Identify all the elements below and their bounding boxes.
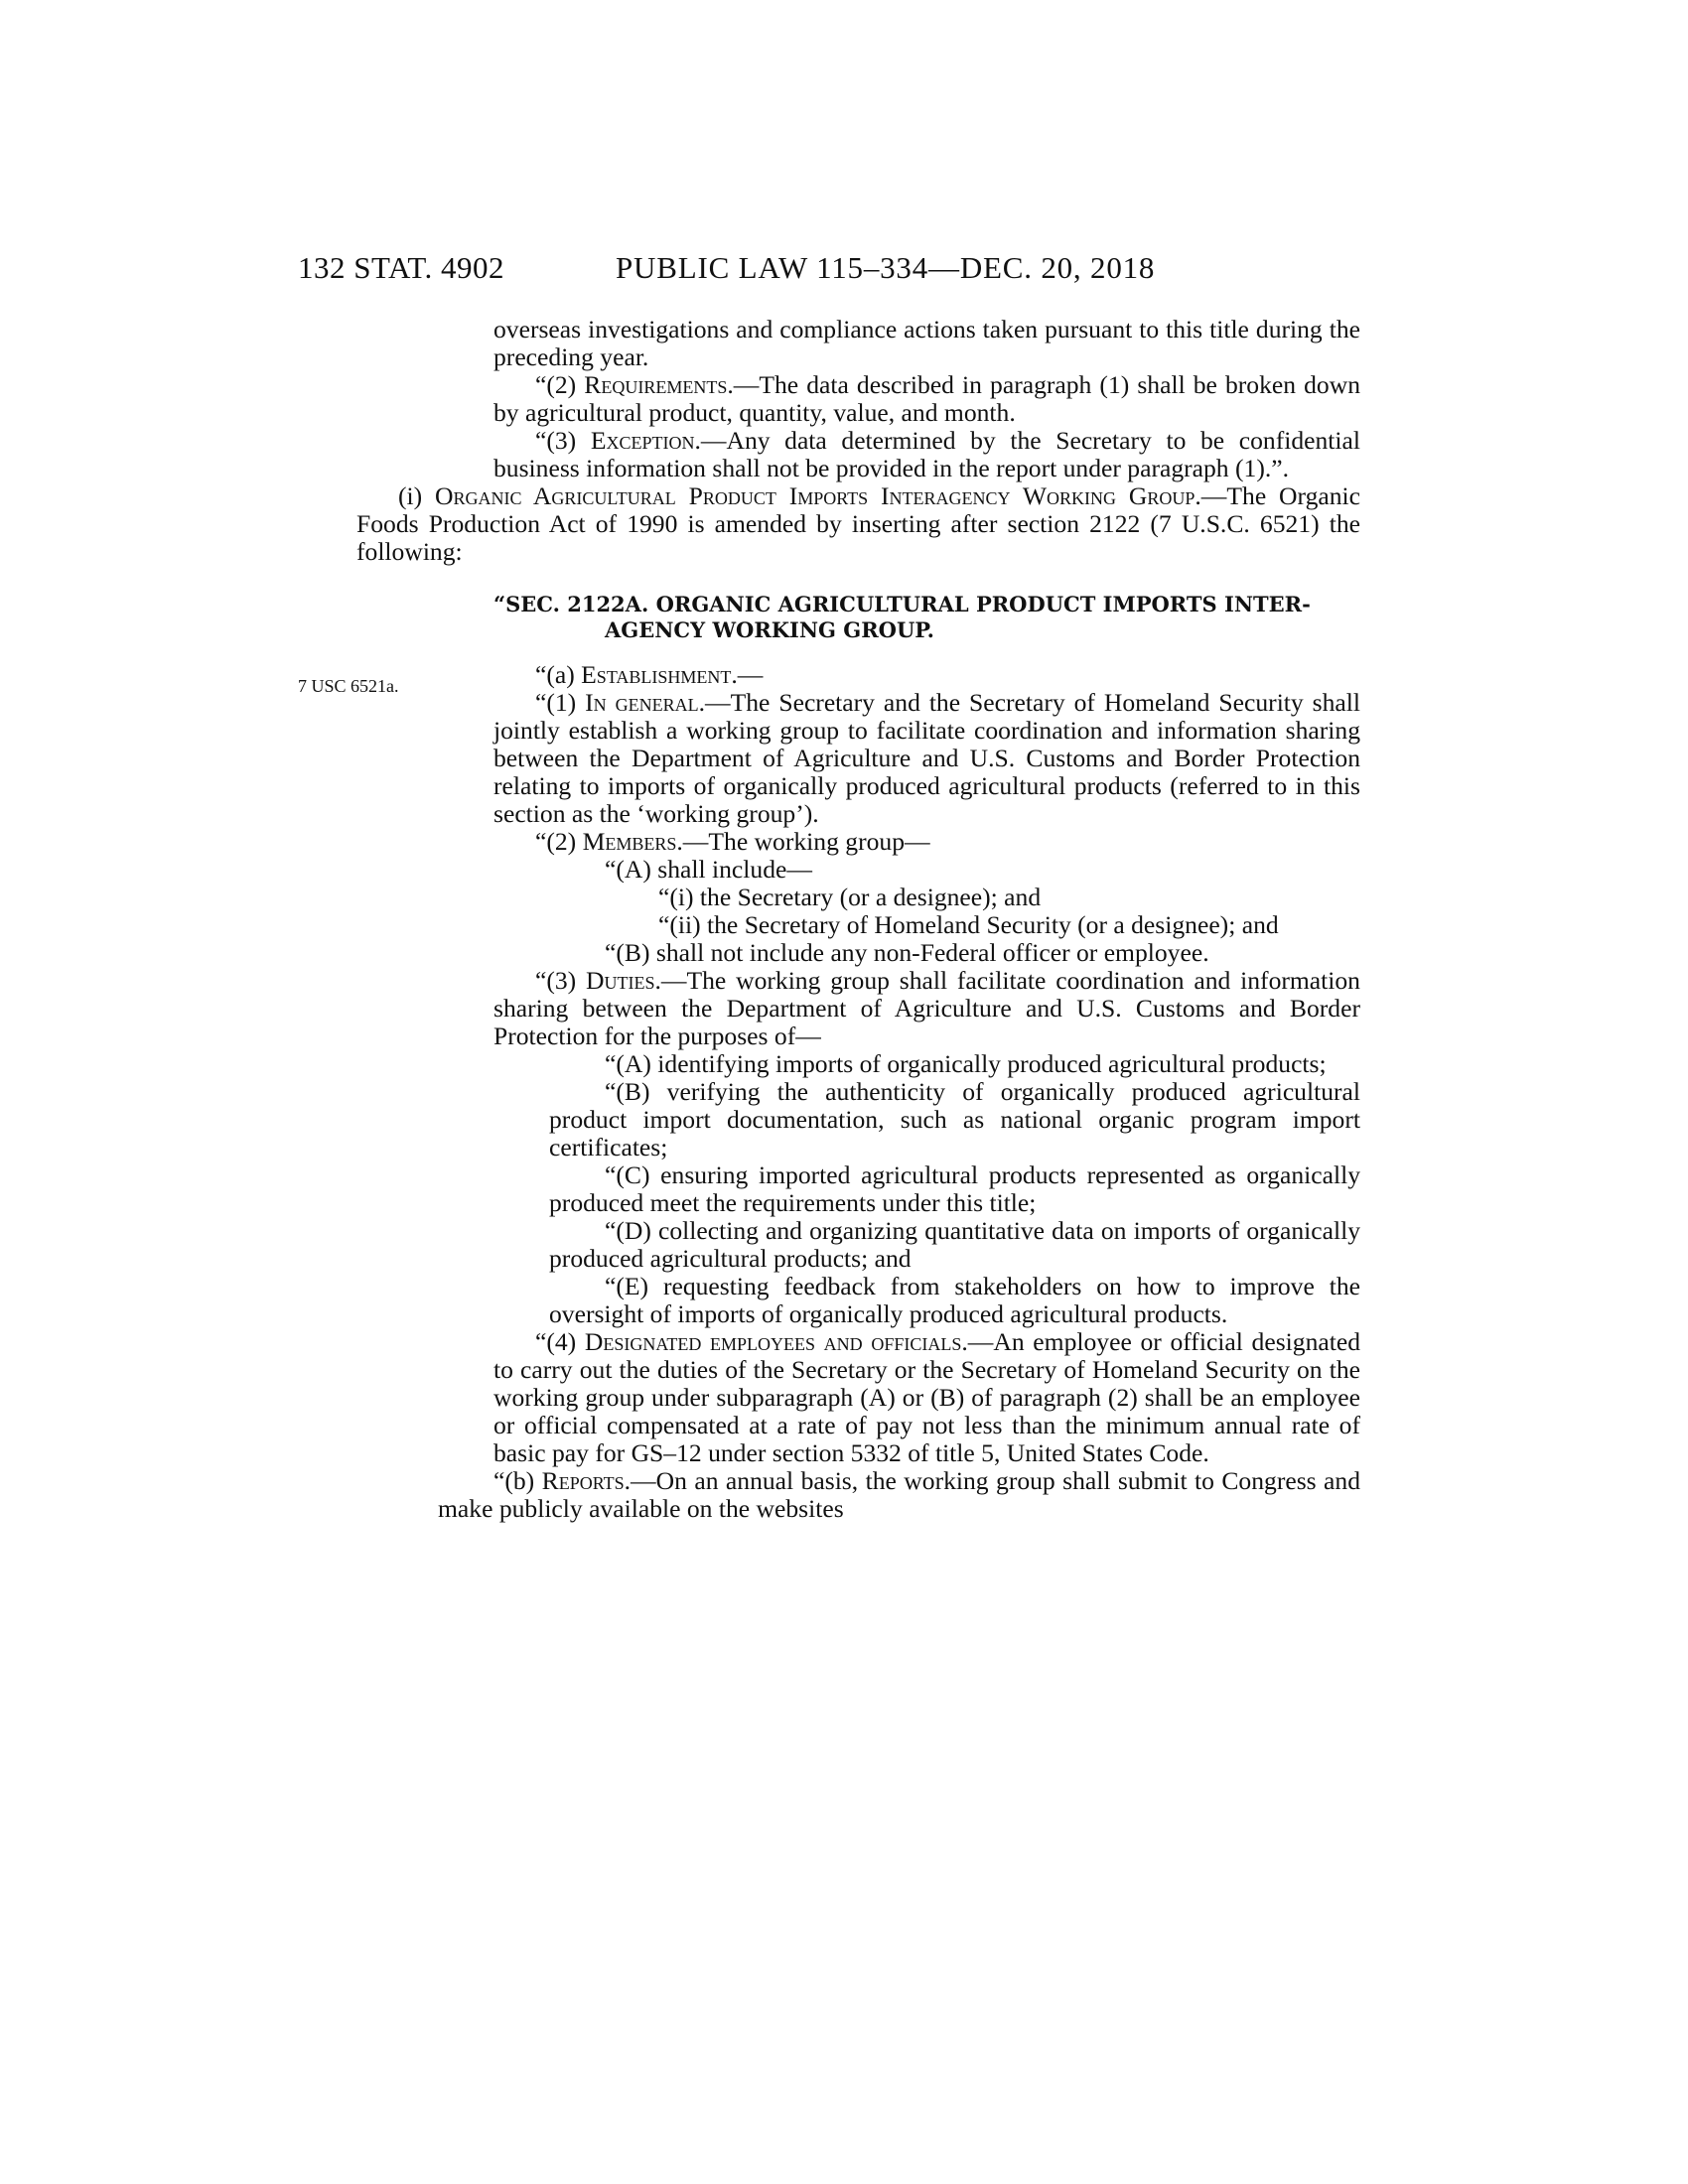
heading-working-group: Organic Agricultural Product Imports Interagency Working Group (435, 481, 1196, 510)
duty-b: “(B) verifying the authenticity of organically produced agricultural product import documentation, such as national organic program import certificates; (549, 1077, 1360, 1161)
heading-members: Members (582, 827, 677, 856)
heading-requirements: Requirements (584, 370, 728, 399)
margin-citation: 7 USC 6521a. (298, 676, 399, 696)
page-header (0, 250, 1688, 298)
section-heading: “SEC. 2122A. ORGANIC AGRICULTURAL PRODUCT IMPORTS INTER- AGENCY WORKING GROUP. (493, 592, 1311, 642)
paragraph-duties: “(3) Duties.—The working group shall facilitate coordination and information sharing between the Department of Agriculture and U.S. Customs and Border Protection for the purposes of— (493, 966, 1360, 1050)
paragraph-continuation: overseas investigations and compliance actions taken pursuant to this title during the preceding year. (493, 315, 1360, 371)
clause-ii: “(ii) the Secretary of Homeland Security (or a designee); and (658, 910, 1279, 939)
statute-page-number: 132 STAT. 4902 (298, 250, 505, 285)
heading-designated-employees: Designated employees and officials (584, 1327, 962, 1356)
duty-a: “(A) identifying imports of organically produced agricultural products; (605, 1049, 1327, 1078)
paragraph-requirements: “(2) Requirements.—The data described in paragraph (1) shall be broken down by agricultural product, quantity, value, and month. (493, 370, 1360, 427)
subsection-establishment: “(a) Establishment.— (535, 660, 764, 689)
heading-in-general: In general (585, 688, 699, 717)
clause-i: “(i) the Secretary (or a designee); and (658, 883, 1042, 911)
heading-exception: Exception (590, 426, 695, 455)
body-text (356, 315, 1361, 1523)
duty-d: “(D) collecting and organizing quantitative data on imports of organically produced agricultural products; and (549, 1216, 1360, 1273)
subparagraph-a-include: “(A) shall include— (605, 855, 812, 884)
heading-duties: Duties (586, 966, 655, 995)
paragraph-designated-employees: “(4) Designated employees and officials.—An employee or official designated to carry out the duties of the Secretary or the Secretary of Homeland Security on the working group under subparagraph (A) or (B) of paragraph (2) shall be an employee or official compensated at a rate of pay not less than the minimum annual rate of basic pay for GS–12 under section 5332 of title 5, United States Code. (493, 1327, 1360, 1467)
paragraph-in-general: “(1) In general.—The Secretary and the Secretary of Homeland Security shall jointly establish a working group to facilitate coordination and information sharing between the Department of Agriculture and U.S. Customs and Border Protection relating to imports of organically produced agricultural products (referred to in this section as the ‘working group’). (493, 688, 1360, 828)
duty-c: “(C) ensuring imported agricultural products represented as organically produced meet the requirements under this title; (549, 1160, 1360, 1217)
paragraph-working-group-amendment: (i) Organic Agricultural Product Imports Interagency Working Group.—The Organic Foods Production Act of 1990 is amended by inserting after section 2122 (7 U.S.C. 6521) the following: (356, 481, 1361, 566)
heading-establishment: Establishment (581, 660, 732, 689)
subparagraph-b-not-include: “(B) shall not include any non-Federal officer or employee. (605, 938, 1209, 967)
paragraph-members: “(2) Members.—The working group— (535, 827, 930, 856)
public-law-title: PUBLIC LAW 115–334—DEC. 20, 2018 (616, 250, 1156, 285)
subsection-reports: “(b) Reports.—On an annual basis, the working group shall submit to Congress and make publicly available on the websites (438, 1466, 1361, 1523)
heading-reports: Reports (541, 1466, 625, 1495)
duty-e: “(E) requesting feedback from stakeholders on how to improve the oversight of imports of organically produced agricultural products. (549, 1272, 1360, 1328)
paragraph-exception: “(3) Exception.—Any data determined by the Secretary to be confidential business information shall not be provided in the report under paragraph (1).”. (493, 426, 1360, 482)
